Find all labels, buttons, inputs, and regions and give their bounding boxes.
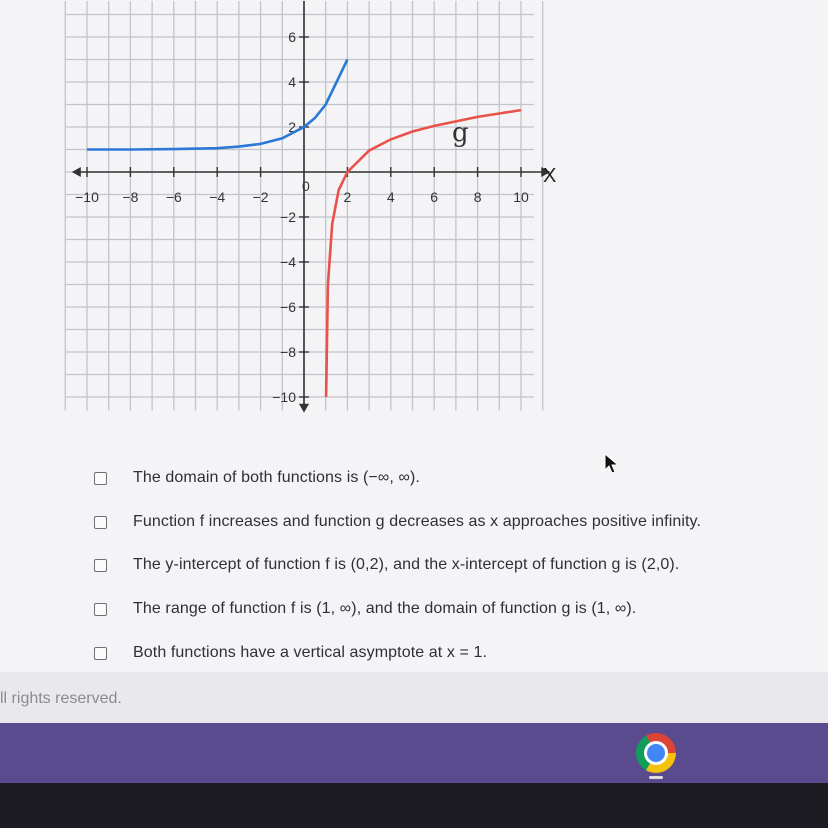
x-tick-label: 10	[513, 189, 529, 205]
option-checkbox[interactable]	[94, 647, 107, 660]
option-vertical-asymptote[interactable]	[94, 640, 487, 666]
option-checkbox[interactable]	[94, 472, 107, 485]
curve-g	[326, 110, 521, 397]
y-tick-label: −10	[272, 389, 296, 405]
option-text: The domain of both functions is (−∞, ∞).	[133, 469, 420, 486]
y-tick-label: −8	[280, 344, 296, 360]
y-tick-label: 4	[288, 74, 296, 90]
running-indicator	[649, 776, 663, 779]
curve-g-label: g	[452, 118, 469, 148]
taskbar	[0, 723, 828, 783]
screen-bezel	[0, 783, 828, 828]
y-tick-label: −6	[280, 299, 296, 315]
option-text: The y-intercept of function f is (0,2), and the x-intercept of function g is (2,0).	[133, 556, 680, 573]
option-intercepts[interactable]	[94, 552, 679, 578]
option-text: The range of function f is (1, ∞), and the domain of function g is (1, ∞).	[133, 600, 637, 617]
axes	[72, 1, 550, 413]
y-tick-label: −4	[280, 254, 296, 270]
mouse-cursor-icon	[604, 453, 620, 475]
function-graph	[0, 0, 600, 430]
option-range-domain[interactable]	[94, 596, 636, 622]
x-axis-arrow-left	[72, 167, 81, 177]
x-tick-label: −4	[209, 189, 226, 205]
option-text: Function f increases and function g decreases as x approaches positive infinity.	[133, 513, 702, 530]
option-checkbox[interactable]	[94, 603, 107, 616]
x-tick-label: −2	[252, 189, 269, 205]
option-text: Both functions have a vertical asymptote at x = 1.	[133, 644, 488, 661]
y-tick-label: 6	[288, 29, 296, 45]
y-tick-label: 2	[288, 119, 296, 135]
option-increase-decrease[interactable]	[94, 509, 701, 535]
option-domain-both[interactable]	[94, 465, 420, 491]
option-checkbox[interactable]	[94, 516, 107, 529]
x-tick-label: −6	[165, 189, 182, 205]
x-tick-label: −8	[122, 189, 139, 205]
chrome-icon[interactable]	[636, 733, 676, 773]
x-axis-label: X	[543, 165, 557, 187]
x-tick-label: 6	[430, 189, 439, 205]
x-tick-label: 4	[386, 189, 395, 205]
x-tick-label: −10	[75, 189, 99, 205]
x-tick-label: 2	[343, 189, 352, 205]
option-checkbox[interactable]	[94, 559, 107, 572]
x-tick-label: 8	[473, 189, 482, 205]
copyright-text: ll rights reserved.	[0, 690, 122, 707]
y-tick-label: −2	[280, 209, 296, 225]
origin-label: 0	[302, 178, 310, 194]
y-axis-arrow-down	[299, 404, 309, 413]
